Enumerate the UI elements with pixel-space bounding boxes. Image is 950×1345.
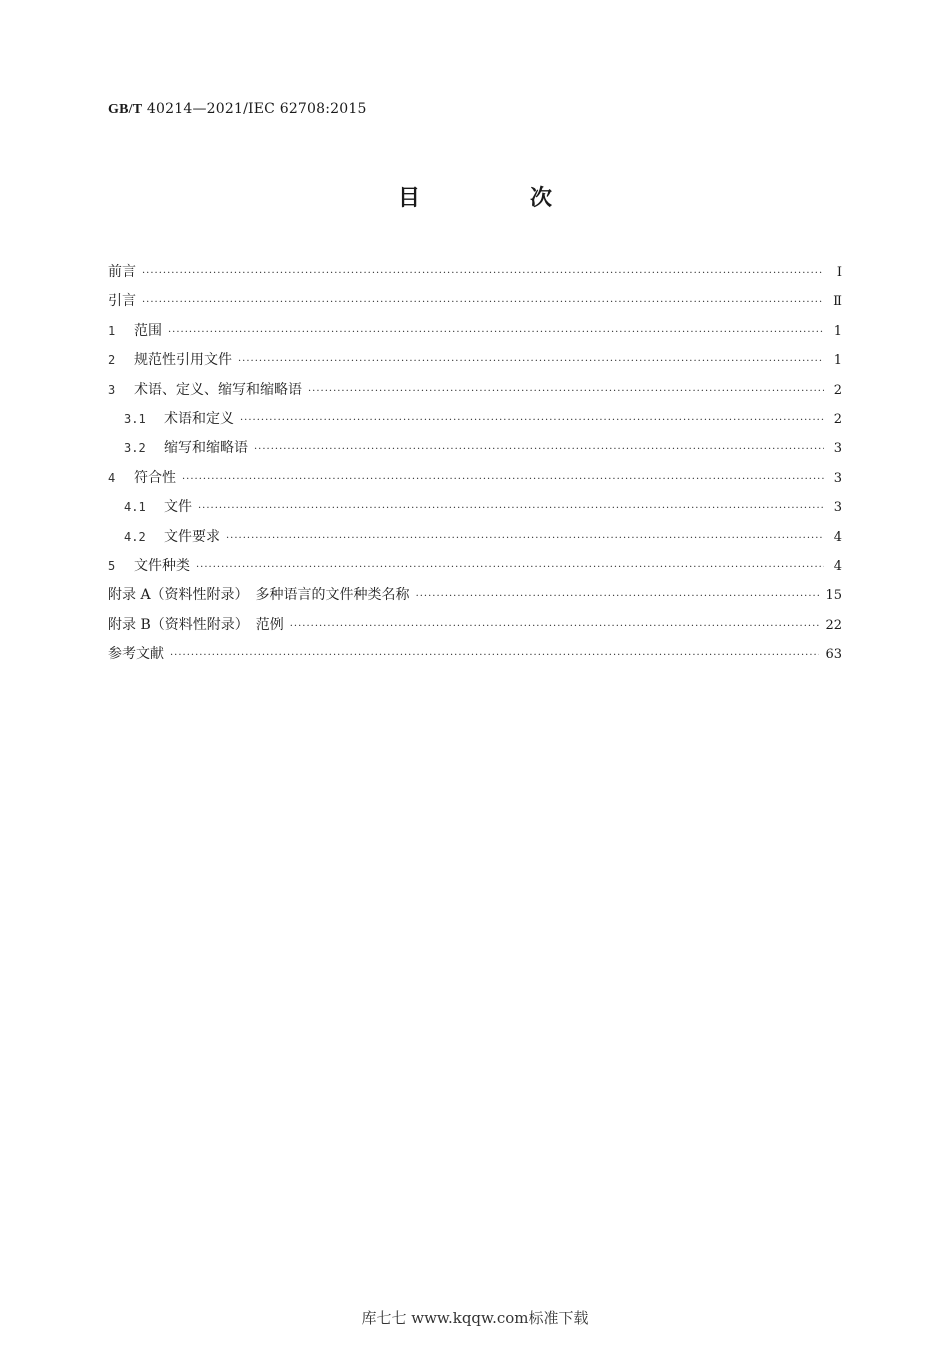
toc-entry-terms-definitions[interactable]	[108, 376, 842, 405]
toc-dot-leader	[290, 612, 820, 641]
toc-entry-normative-references[interactable]	[108, 346, 842, 375]
toc-page-number: 3	[833, 470, 842, 486]
toc-dot-leader	[170, 641, 819, 670]
standard-number: 40214—2021/IEC 62708:2015	[146, 101, 367, 117]
toc-page-number: 22	[825, 617, 842, 633]
toc-entry-terms-and-definitions[interactable]	[108, 405, 842, 434]
toc-section-number: 5	[108, 558, 116, 573]
toc-entry-bibliography[interactable]	[108, 640, 842, 669]
toc-dot-leader	[198, 494, 824, 523]
toc-entry-text: 缩写和缩略语	[164, 440, 248, 457]
toc-entry-foreword[interactable]	[108, 258, 842, 287]
toc-entry-text: 前言	[108, 264, 136, 280]
toc-page-number: 3	[833, 500, 842, 516]
toc-entry-text: 附录 A（资料性附录） 多种语言的文件种类名称	[108, 587, 410, 604]
toc-entry-annex-a[interactable]	[108, 581, 842, 610]
toc-dot-leader	[240, 406, 824, 435]
toc-dot-leader	[416, 582, 820, 611]
page-title: 目 次	[397, 186, 596, 211]
toc-section-number: 1	[108, 323, 116, 338]
toc-dot-leader	[168, 318, 824, 347]
toc-entry-text: 文件	[164, 499, 192, 516]
toc-entry-text: 引言	[108, 293, 136, 310]
toc-entry-text: 规范性引用文件	[134, 352, 232, 369]
toc-entry-text: 文件种类	[134, 557, 190, 574]
toc-entry-conformance[interactable]	[108, 464, 842, 493]
toc-section-number: 4.1	[124, 500, 146, 515]
toc-entry-text: 参考文献	[108, 646, 164, 663]
toc-entry-abbreviations[interactable]	[108, 434, 842, 463]
toc-page-number: 4	[833, 529, 842, 545]
toc-dot-leader	[226, 524, 824, 553]
toc-section-number: 2	[108, 353, 116, 368]
toc-entry-document-kinds[interactable]	[108, 552, 842, 581]
toc-dot-leader	[254, 435, 824, 464]
toc-page-number: Ⅱ	[833, 294, 842, 310]
toc-entry-introduction[interactable]	[108, 287, 842, 316]
page-footer: 库七七 www.kqqw.com标准下载	[361, 1309, 589, 1327]
toc-entry-text: 术语、定义、缩写和缩略语	[134, 381, 302, 398]
toc-entry-text: 范围	[134, 322, 162, 339]
toc-section-number: 3.2	[124, 441, 146, 456]
toc-section-number: 4.2	[124, 529, 146, 544]
toc-entry-scope[interactable]	[108, 317, 842, 346]
toc-section-number: 3	[108, 382, 116, 397]
toc-dot-leader	[142, 259, 824, 288]
toc-dot-leader	[182, 465, 824, 494]
toc-dot-leader	[142, 288, 824, 317]
toc-entry-text: 附录 B（资料性附录） 范例	[108, 616, 284, 633]
toc-page-number: 4	[833, 558, 842, 574]
toc-page-number: 63	[825, 647, 842, 663]
toc-section-number: 3.1	[124, 411, 146, 426]
toc-dot-leader	[238, 347, 824, 376]
document-header	[108, 101, 367, 118]
toc-entry-text: 符合性	[134, 469, 176, 486]
toc-entry-text: 术语和定义	[164, 410, 234, 427]
toc-page-number: 2	[833, 411, 842, 427]
toc-dot-leader	[308, 377, 824, 406]
toc-page-number: 1	[833, 323, 842, 339]
toc-page-number: 2	[833, 382, 842, 398]
table-of-contents	[108, 258, 842, 669]
toc-page-number: Ⅰ	[836, 265, 842, 280]
toc-section-number: 4	[108, 470, 116, 485]
standard-code: GB/T	[108, 102, 143, 117]
toc-entry-document-requirements[interactable]	[108, 523, 842, 552]
toc-page-number: 3	[833, 441, 842, 457]
toc-entry-text: 文件要求	[164, 528, 220, 545]
toc-page-number: 1	[833, 353, 842, 369]
toc-page-number: 15	[825, 588, 842, 604]
toc-entry-documents[interactable]	[108, 493, 842, 522]
toc-dot-leader	[196, 553, 824, 582]
toc-entry-annex-b[interactable]	[108, 611, 842, 640]
